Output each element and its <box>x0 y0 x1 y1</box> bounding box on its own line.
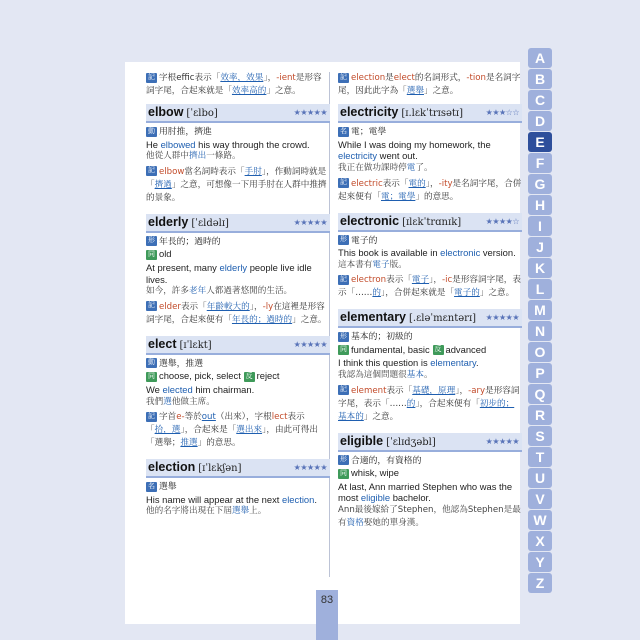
tab-letter-h[interactable]: H <box>528 195 552 215</box>
headword: electronic [ɪlɛkˈtrɑnɪk] <box>340 213 462 228</box>
tab-letter-s[interactable]: S <box>528 426 552 446</box>
entry-header <box>338 104 522 123</box>
example-en: We elected him chairman. <box>146 383 255 395</box>
memory-tag-icon: 記 <box>148 412 155 420</box>
synonym-tag-icon: 同 <box>340 346 347 354</box>
etymology-note: 記 字首e-等於out（出來），字根lect表示「拾，選」，合起來是「選出來」，由此可得出「選舉；推選」的意思。 <box>146 412 318 449</box>
example-zh: 他從人群中擠出一條路。 <box>146 151 241 162</box>
headword: eligible [ˈɛlɪdʒəbl] <box>340 433 436 448</box>
pos-tag-icon: 名 <box>340 127 347 135</box>
example-en: While I was doing my homework, the electricity went out. <box>338 138 491 162</box>
pronunciation: [ɪ.lɛkˈtrɪsətɪ] <box>401 108 464 119</box>
example-zh: 我認為這個問題很基本。 <box>338 370 433 381</box>
example-zh: 我們選他做主席。 <box>146 396 215 407</box>
definition: 動 選舉，推選 <box>148 358 203 369</box>
entry-header <box>146 459 330 478</box>
pronunciation: [ɪˈlɛkt] <box>179 339 212 351</box>
page-number: 83 <box>320 594 334 606</box>
synonym-tag-icon: 同 <box>148 250 155 258</box>
entry-election <box>146 459 330 518</box>
memory-tag-icon: 記 <box>340 386 347 394</box>
tab-letter-z[interactable]: Z <box>528 573 552 593</box>
etymology-note: 記 elbow當名詞時表示「手肘」，作動詞時就是「擠過」之意，可想像一下用手肘在人群中推擠的景象。 <box>146 166 327 203</box>
pos-tag-icon: 形 <box>340 456 347 464</box>
tab-letter-g[interactable]: G <box>528 174 552 194</box>
tab-letter-l[interactable]: L <box>528 279 552 299</box>
tab-letter-x[interactable]: X <box>528 531 552 551</box>
entry-header <box>338 433 522 452</box>
memory-tag-icon: 記 <box>148 302 155 310</box>
memory-tag-icon: 記 <box>148 167 155 175</box>
memory-tag-icon: 記 <box>340 73 347 81</box>
pos-tag-icon: 動 <box>148 359 155 367</box>
synonyms: 同 whisk, wipe <box>340 467 399 479</box>
frequency-stars: ★★★★★ <box>293 463 327 473</box>
pronunciation: [ˈɛldəlɪ] <box>191 217 229 229</box>
tab-letter-v[interactable]: V <box>528 489 552 509</box>
tab-letter-m[interactable]: M <box>528 300 552 320</box>
headword: election [ɪˈlɛkʃən] <box>148 460 242 475</box>
entry-header <box>146 336 330 355</box>
tab-letter-w[interactable]: W <box>528 510 552 530</box>
entry-elbow <box>146 104 330 205</box>
example-en: At present, many elderly people live idle lives. <box>146 261 312 285</box>
frequency-stars: ★★★★★ <box>485 436 519 446</box>
tab-letter-o[interactable]: O <box>528 342 552 362</box>
pronunciation: [ˈɛlɪdʒəbl] <box>386 436 436 448</box>
tab-letter-f[interactable]: F <box>528 153 552 173</box>
headword: elect [ɪˈlɛkt] <box>148 336 212 351</box>
example-en: This book is available in electronic version. <box>338 247 516 259</box>
headword: elderly [ˈɛldəlɪ] <box>148 214 229 229</box>
definition: 形 合適的，有資格的 <box>340 455 422 466</box>
example-en: I think this question is elementary. <box>338 357 479 369</box>
definition: 形 電子的 <box>340 235 378 246</box>
example-zh: 如今，許多老年人都過著悠閒的生活。 <box>146 286 293 297</box>
definition: 動 用肘推，擠進 <box>148 127 212 137</box>
etymology-note: 記 element表示「基礎，原理」，-ary是形容詞字尾，表示「……的」，合起來便有「初步的；基本的」之意。 <box>338 385 520 422</box>
etymology-note: 記 election是elect的名詞形式，-tion是名詞字尾，因此此字為「選舉」之意。 <box>338 73 521 96</box>
tab-letter-j[interactable]: J <box>528 237 552 257</box>
pos-tag-icon: 形 <box>340 332 347 340</box>
example-zh: 他的名字將出現在下屆選舉上。 <box>146 506 267 517</box>
tab-letter-k[interactable]: K <box>528 258 552 278</box>
tab-letter-i[interactable]: I <box>528 216 552 236</box>
memory-tag-icon: 記 <box>340 275 347 283</box>
frequency-stars: ★★★★☆ <box>485 216 519 226</box>
definition: 形 年長的；過時的 <box>148 236 221 247</box>
tab-letter-a[interactable]: A <box>528 48 552 68</box>
etymology-note: 記 elder表示「年齡較大的」，-ly在這裡是形容詞字尾，合起來便有「年長的；過時的」之意。 <box>146 301 327 325</box>
memory-tag-icon: 記 <box>148 73 155 81</box>
pos-tag-icon: 形 <box>148 237 155 245</box>
definition: 名 選舉 <box>148 482 177 493</box>
synonyms: 同 choose, pick, select 反 reject <box>148 370 280 382</box>
definition: 名 電；電學 <box>340 127 387 137</box>
synonyms: 同 old <box>148 248 172 260</box>
antonym-tag-icon: 反 <box>245 372 253 380</box>
frequency-stars: ★★★★★ <box>293 108 327 117</box>
pronunciation: [.ɛləˈmɛntərɪ] <box>409 313 477 325</box>
antonym-tag-icon: 反 <box>434 346 442 354</box>
synonym-tag-icon: 同 <box>148 372 155 380</box>
etymology-note: 記 electron表示「電子」，-ic是形容詞字尾，表示「……的」，合併起來就是「電子的」之意。 <box>338 275 521 299</box>
synonyms: 同 fundamental, basic 反 advanced <box>340 343 487 355</box>
tab-letter-t[interactable]: T <box>528 447 552 467</box>
synonym-tag-icon: 同 <box>340 469 347 477</box>
left-column <box>146 72 330 527</box>
headword: elbow [ˈɛlbo] <box>148 105 218 119</box>
memory-tag-icon: 記 <box>340 179 347 187</box>
entry-elect <box>146 336 330 450</box>
pronunciation: [ɪˈlɛkʃən] <box>198 463 242 475</box>
entry-electricity <box>338 104 522 204</box>
tab-letter-y[interactable]: Y <box>528 552 552 572</box>
entry-elementary <box>338 309 522 423</box>
tab-letter-r[interactable]: R <box>528 405 552 425</box>
tab-letter-p[interactable]: P <box>528 363 552 383</box>
entry-electronic <box>338 213 522 301</box>
pos-tag-icon: 形 <box>340 236 347 244</box>
entry-eligible <box>338 433 522 530</box>
right-column <box>338 72 522 538</box>
frequency-stars: ★★★★★ <box>485 313 519 323</box>
entry-header <box>146 214 330 233</box>
pronunciation: [ɪlɛkˈtrɑnɪk] <box>402 216 462 228</box>
tab-letter-c[interactable]: C <box>528 90 552 110</box>
pronunciation: [ˈɛlbo] <box>186 108 218 119</box>
frequency-stars: ★★★★★ <box>293 339 327 349</box>
entry-header <box>338 309 522 328</box>
example-en: He elbowed his way through the crowd. <box>146 138 310 150</box>
entry-elderly <box>146 214 330 327</box>
example-en: His name will appear at the next election. <box>146 493 317 505</box>
entry-header <box>338 213 522 232</box>
entry-header <box>146 104 330 123</box>
tab-letter-n[interactable]: N <box>528 321 552 341</box>
pos-tag-icon: 動 <box>148 127 155 135</box>
frequency-stars: ★★★☆☆ <box>485 108 519 117</box>
etymology-note: 記 字根effic表示「效率，效果」，-ient是形容詞字尾，合起來就是「效率高的」之意。 <box>146 73 322 96</box>
tab-letter-u[interactable]: U <box>528 468 552 488</box>
definition: 形 基本的；初級的 <box>340 332 413 343</box>
headword: elementary [.ɛləˈmɛntərɪ] <box>340 310 477 325</box>
tab-letter-e[interactable]: E <box>528 132 552 152</box>
frequency-stars: ★★★★★ <box>293 217 327 227</box>
example-zh: 我正在做功課時停電了。 <box>338 163 433 174</box>
tab-letter-q[interactable]: Q <box>528 384 552 404</box>
example-zh: Ann最後嫁給了Stephen，他認為Stephen是最有資格娶她的單身漢。 <box>338 505 521 528</box>
example-zh: 這本書有電子版。 <box>338 259 407 270</box>
tab-letter-b[interactable]: B <box>528 69 552 89</box>
headword: electricity [ɪ.lɛkˈtrɪsətɪ] <box>340 105 464 119</box>
tab-letter-d[interactable]: D <box>528 111 552 131</box>
example-en: At last, Ann married Stephen who was the most eligible bachelor. <box>338 480 513 504</box>
etymology-note: 記 electric表示「電的」，-ity是名詞字尾，合併起來便有「電；電學」的意思。 <box>338 178 522 202</box>
pos-tag-icon: 名 <box>148 482 155 490</box>
alphabet-index-tabs <box>528 48 552 594</box>
